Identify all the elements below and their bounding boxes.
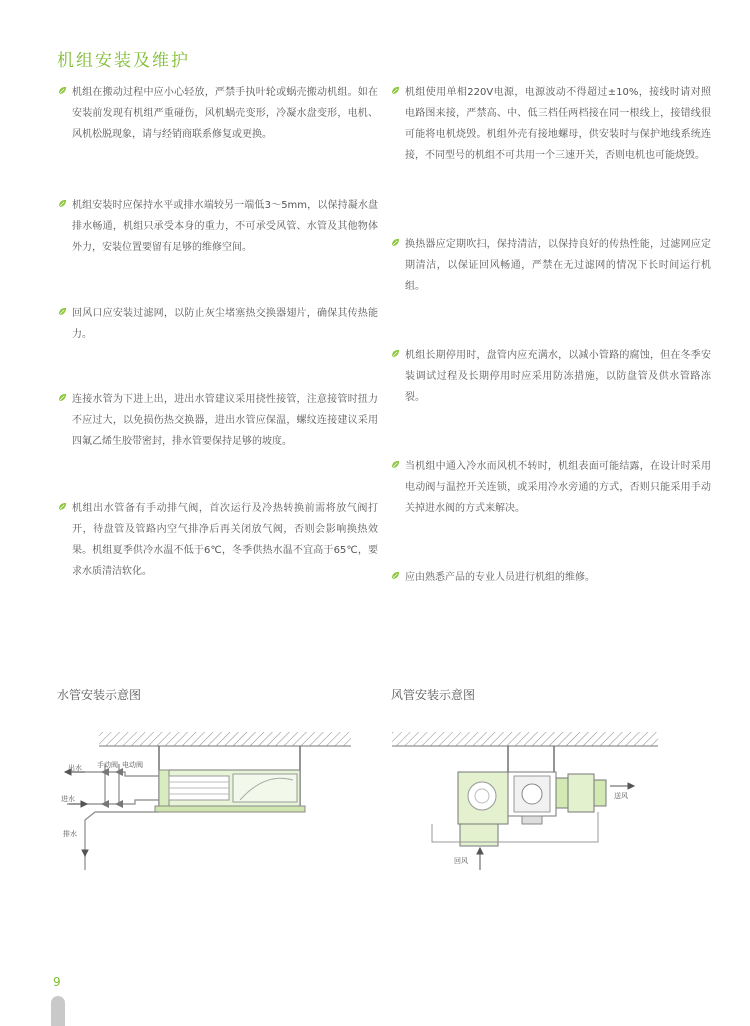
leaf-bullet-icon xyxy=(58,86,67,95)
water-pipe-diagram xyxy=(55,720,355,870)
outlet-label: 出水 xyxy=(68,764,82,772)
list-item-text: 机组在搬动过程中应小心轻放，严禁手执叶轮或蜗壳搬动机组。如在安装前发现有机组严重碰伤，风机蜗壳变形，冷凝水盘变形，电机、风机松脱现象，请与经销商联系修复或更换。 xyxy=(72,87,378,140)
supply-air-label: 送风 xyxy=(614,792,628,800)
list-item-text: 当机组中通入冷水而风机不转时，机组表面可能结露，在设计时采用电动阀与温控开关连锁，或采用冷水旁通的方式，否则只能采用手动关掉进水阀的方式来解决。 xyxy=(405,461,711,514)
pipes xyxy=(67,764,159,870)
leaf-bullet-icon xyxy=(391,238,400,247)
ceiling xyxy=(99,732,351,746)
leaf-bullet-icon xyxy=(391,571,400,580)
leaf-bullet-icon xyxy=(391,460,400,469)
air-duct-diagram xyxy=(388,720,688,880)
leaf-bullet-icon xyxy=(58,307,67,316)
list-item-text: 机组使用单相220V电源，电源波动不得超过±10%，接线时请对照电路图来接，严禁高、中、低三档任两档接在同一根线上，接错线很可能将电机烧毁。机组外壳有接地螺母，供安装时与保护地线系统连接，不同型号的机组不可共用一个三速开关，否则电机也可能烧毁。 xyxy=(405,87,711,161)
ceiling xyxy=(392,732,658,746)
list-item xyxy=(58,195,378,258)
supply-duct xyxy=(556,774,606,812)
fan-coil-unit xyxy=(508,772,556,824)
list-item xyxy=(58,303,378,345)
page-title: 机组安装及维护 xyxy=(57,51,190,71)
list-item-text: 换热器应定期吹扫，保持清洁，以保持良好的传热性能，过滤网应定期清洁，以保证回风畅通，严禁在无过滤网的情况下长时间运行机组。 xyxy=(405,239,711,292)
leaf-bullet-icon xyxy=(58,502,67,511)
list-item xyxy=(391,456,711,519)
list-item xyxy=(58,498,378,582)
leaf-bullet-icon xyxy=(391,349,400,358)
list-item xyxy=(391,345,711,408)
list-item-text: 应由熟悉产品的专业人员进行机组的维修。 xyxy=(405,572,595,583)
list-item xyxy=(58,389,378,452)
fan-coil-unit xyxy=(155,770,305,812)
list-item xyxy=(58,82,378,145)
valves xyxy=(101,768,123,808)
leaf-bullet-icon xyxy=(58,393,67,402)
leaf-bullet-icon xyxy=(58,199,67,208)
leaf-bullet-icon xyxy=(391,86,400,95)
list-item-text: 回风口应安装过滤网，以防止灰尘堵塞热交换器翅片，确保其传热能力。 xyxy=(72,308,378,340)
hanger-rods xyxy=(508,746,554,772)
inlet-label: 进水 xyxy=(61,795,75,803)
water-diagram-title: 水管安装示意图 xyxy=(57,688,142,702)
electric-valve-label: 电动阀 xyxy=(122,761,143,769)
drain-label: 排水 xyxy=(63,830,77,838)
air-diagram-title: 风管安装示意图 xyxy=(391,688,476,702)
list-item xyxy=(391,234,711,297)
return-air-box xyxy=(458,772,508,846)
list-item xyxy=(391,82,711,166)
return-air-label: 回风 xyxy=(454,857,468,865)
list-item-text: 机组安装时应保持水平或排水端较另一端低3～5mm，以保持凝水盘排水畅通，机组只承受本身的重力，不可承受风管、水管及其他物体外力，安装位置要留有足够的维修空间。 xyxy=(72,200,378,253)
list-item-text: 连接水管为下进上出，进出水管建议采用挠性接管，注意接管时扭力不应过大，以免损伤热交换器，进出水管应保温，螺纹连接建议采用四氟乙烯生胶带密封，排水管要保持足够的坡度。 xyxy=(72,394,378,447)
page-tab xyxy=(51,996,65,1026)
list-item-text: 机组出水管备有手动排气阀，首次运行及冷热转换前需将放气阀打开，待盘管及管路内空气排净后再关闭放气阀，否则会影响换热效果。机组夏季供冷水温不低于6℃，冬季供热水温不宜高于65℃，要求水质清洁软化。 xyxy=(72,503,378,577)
list-item xyxy=(391,567,711,588)
page-number: 9 xyxy=(53,975,61,989)
list-item-text: 机组长期停用时，盘管内应充满水，以减小管路的腐蚀，但在冬季安装调试过程及长期停用时应采用防冻措施，以防盘管及供水管路冻裂。 xyxy=(405,350,711,403)
manual-valve-label: 手动阀 xyxy=(97,761,118,769)
